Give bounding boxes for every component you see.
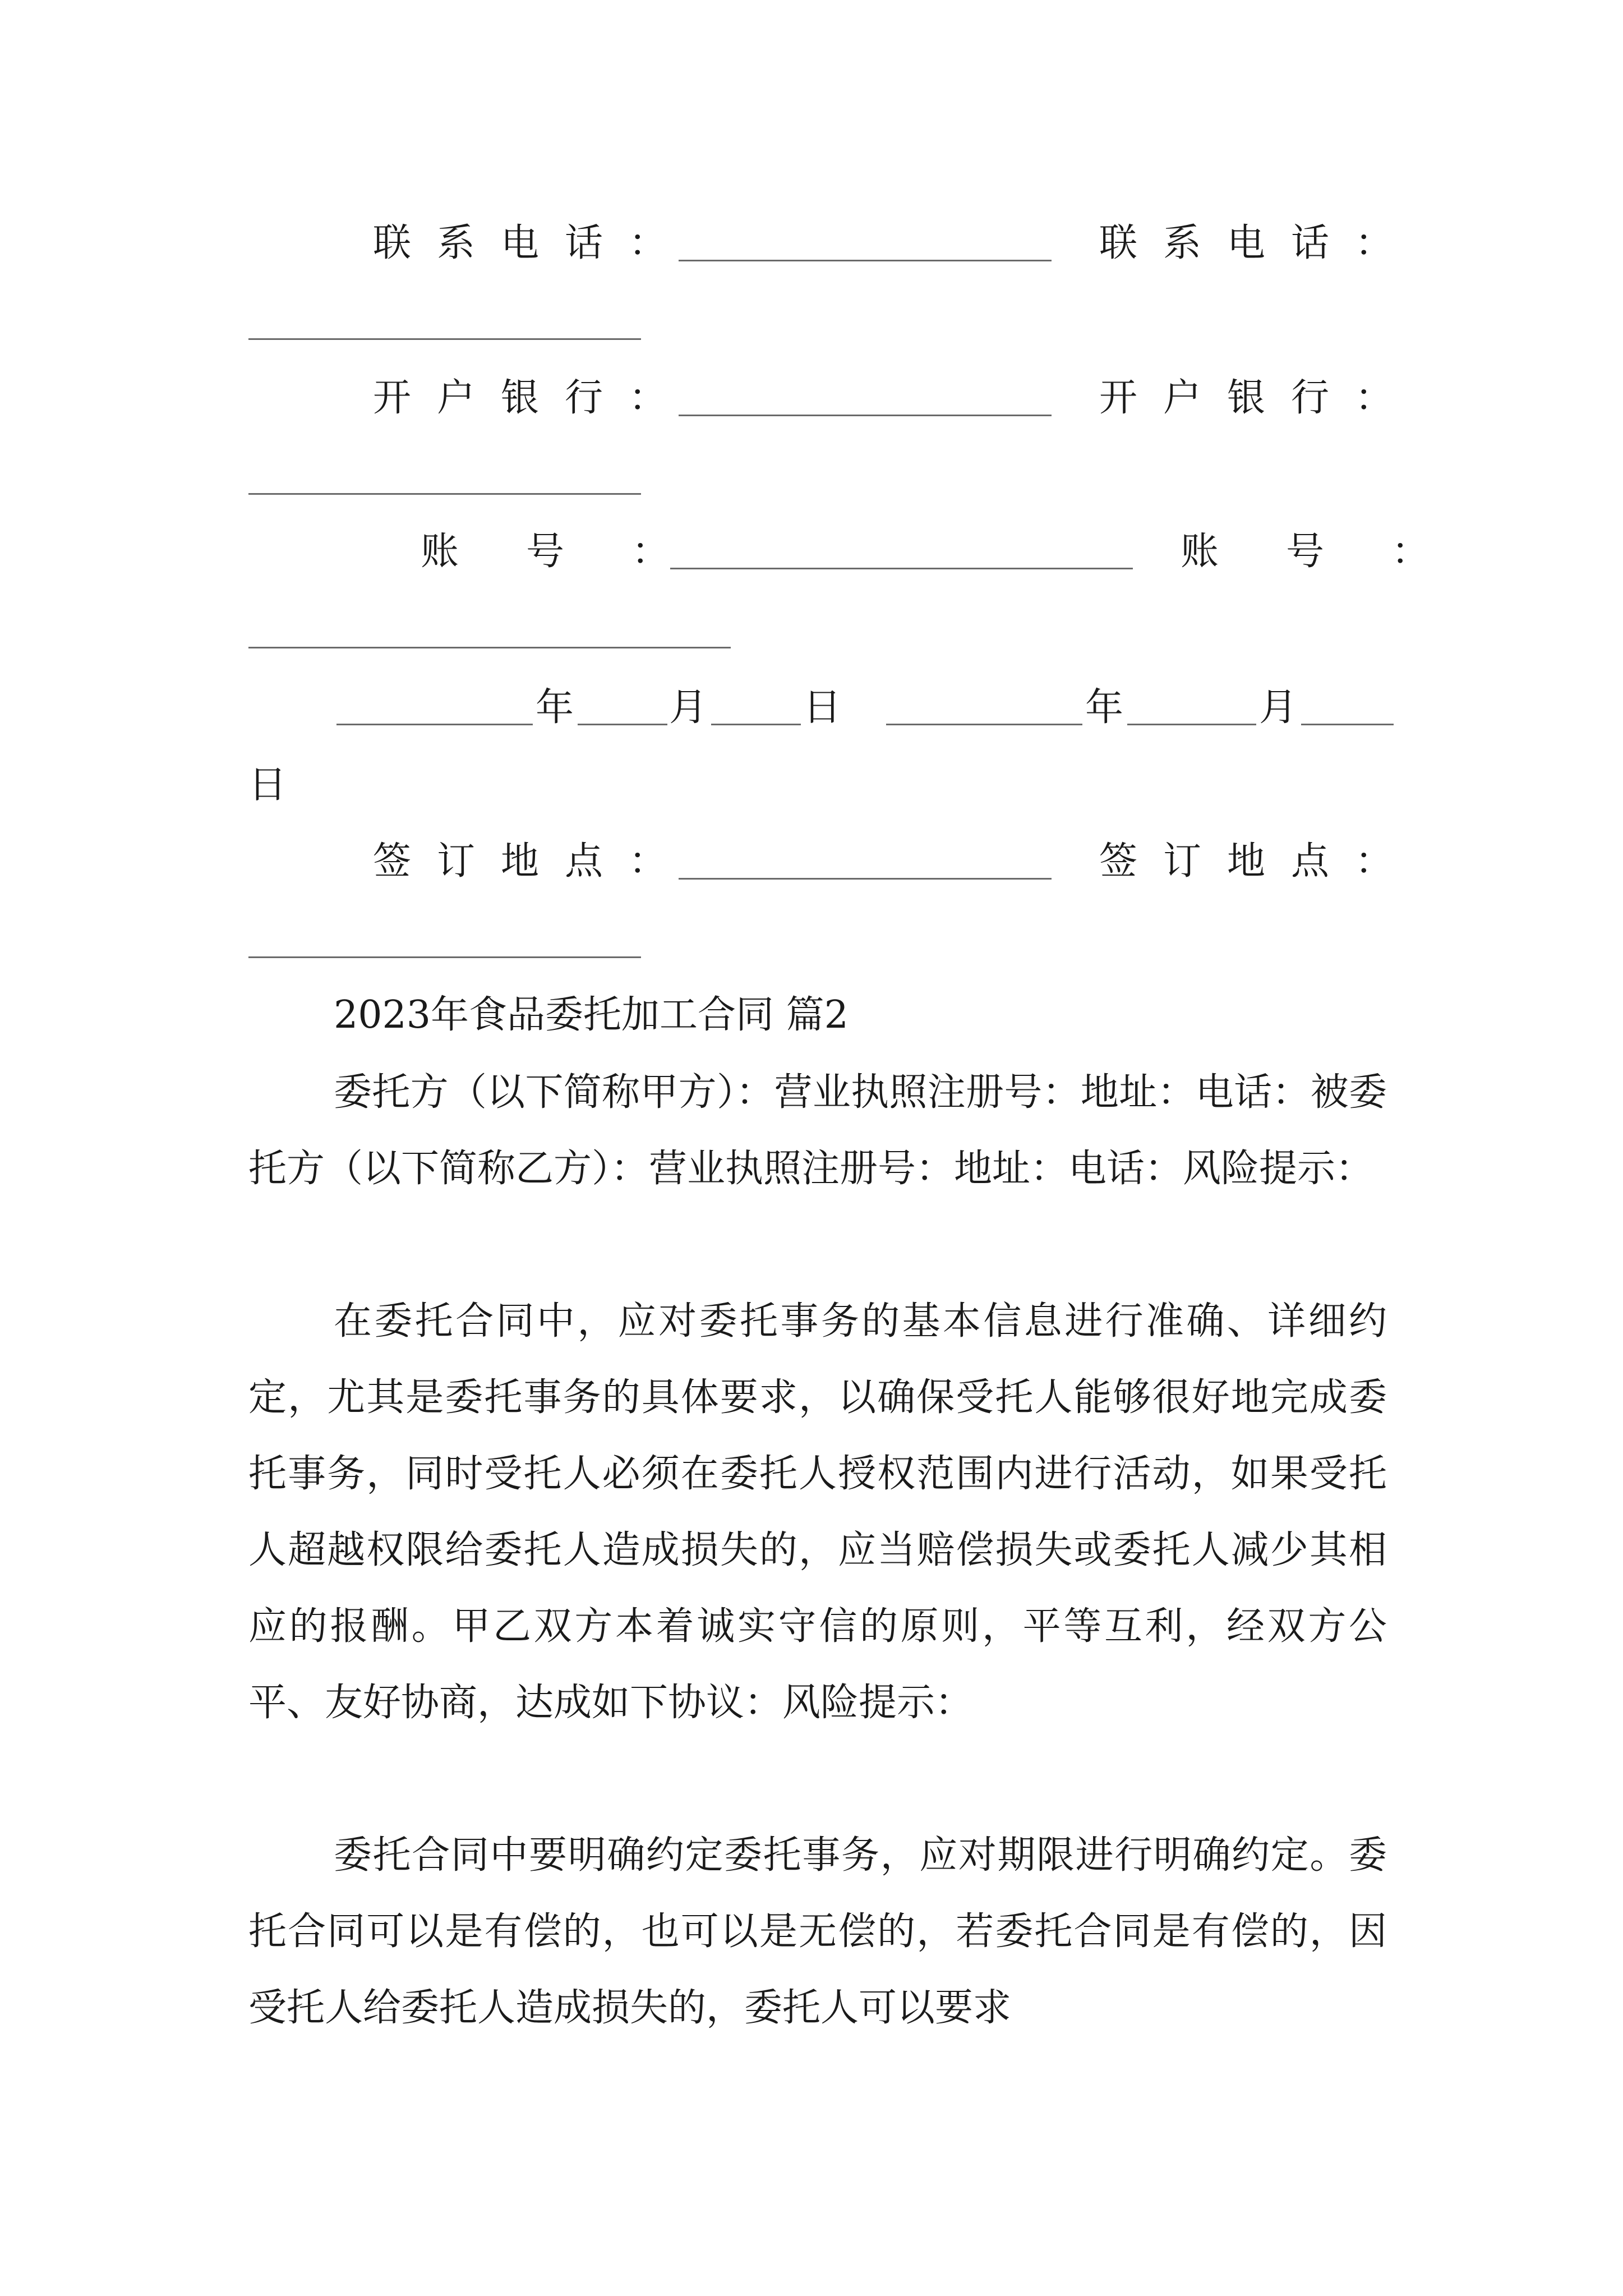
- date-right-month: 月: [1259, 685, 1298, 730]
- bank-blank-left: [679, 415, 1052, 416]
- paragraph-parties: 委托方（以下简称甲方）：营业执照注册号：地址：电话：被委托方（以下简称乙方）：营业执照注册号：地址：电话：风险提示：: [248, 1070, 1387, 1191]
- phone-blank-right: [248, 338, 641, 340]
- bank-label-left: 开户银行：: [373, 376, 693, 420]
- date-right-month-blank: [1127, 724, 1256, 725]
- section-heading: 2023年食品委托加工合同 篇2: [334, 993, 849, 1037]
- account-blank-right: [248, 647, 731, 648]
- phone-label-right: 联系电话：: [1099, 221, 1419, 265]
- date-left-day-blank: [711, 724, 801, 725]
- date-left-day: 日: [803, 685, 842, 730]
- date-left-year: 年: [536, 685, 574, 730]
- date-left-month-blank: [578, 724, 667, 725]
- account-label-left: 账号：: [421, 530, 737, 574]
- date-right-day-blank: [1301, 724, 1394, 725]
- date-left-month: 月: [669, 685, 708, 730]
- phone-blank-left: [679, 260, 1052, 261]
- place-blank-right: [248, 956, 641, 958]
- place-label-right: 签订地点：: [1099, 839, 1419, 884]
- phone-label-left: 联系电话：: [373, 221, 693, 265]
- date-left-year-blank: [336, 724, 533, 725]
- paragraph-risk-notice-2: 委托合同中要明确约定委托事务，应对期限进行明确约定。委托合同可以是有偿的，也可以是无偿的，若委托合同是有偿的，因受托人给委托人造成损失的，委托人可以要求: [248, 1833, 1387, 2030]
- place-blank-left: [679, 878, 1052, 880]
- date-right-day: 日: [248, 763, 287, 807]
- place-label-left: 签订地点：: [373, 839, 693, 884]
- bank-label-right: 开户银行：: [1099, 376, 1419, 420]
- paragraph-risk-notice-1: 在委托合同中，应对委托事务的基本信息进行准确、详细约定，尤其是委托事务的具体要求，以确保受托人能够很好地完成委托事务，同时受托人必须在委托人授权范围内进行活动，如果受托人超越权限给委托人造成损失的，应当赔偿损失或委托人减少其相应的报酬。甲乙双方本着诚实守信的原则，平等互利，经双方公平、友好协商，达成如下协议：风险提示：: [248, 1299, 1387, 1725]
- account-blank-left: [670, 568, 1133, 569]
- date-right-year-blank: [886, 724, 1082, 725]
- bank-blank-right: [248, 493, 641, 495]
- date-right-year: 年: [1085, 685, 1124, 730]
- account-label-right: 账号：: [1181, 530, 1497, 574]
